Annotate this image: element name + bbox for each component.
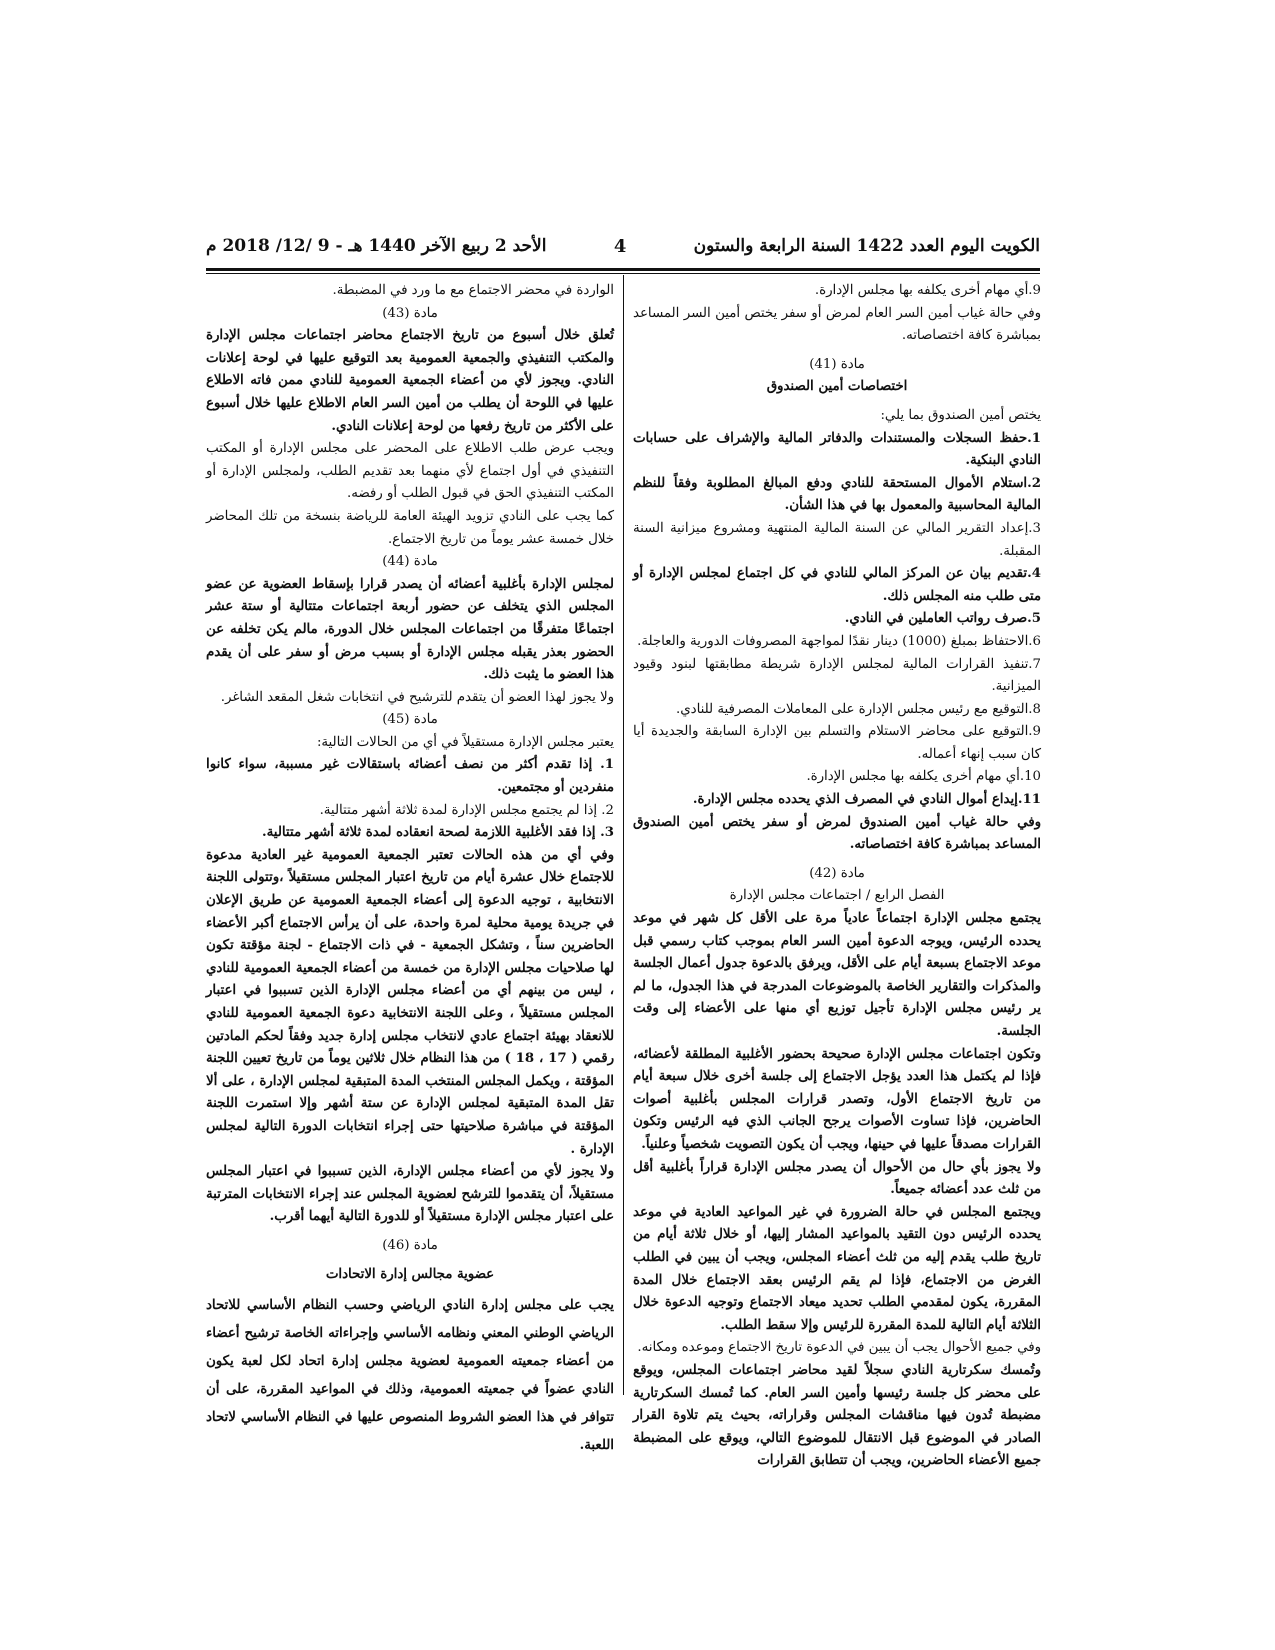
paragraph: وفي جميع الأحوال يجب أن يبين في الدعوة تاريخ الاجتماع وموعده ومكانه. <box>637 1340 1041 1356</box>
paragraph: ولا يجوز بأي حال من الأحوال أن يصدر مجلس الإدارة قراراً بأغلبية أقل من ثلث عدد أعضائه جميعاً. <box>633 1159 1041 1198</box>
paragraph: وفي أي من هذه الحالات تعتبر الجمعية العمومية غير العادية مدعوة للاجتماع خلال عشرة أيام من تاريخ اعتبار المجلس مستقيلاً ،وتتولى اللجنة الانتخابية ، توجيه الدعوة إلى أعضاء الجمعية العمومية عن طريق الإعلان في جريدة يومية محلية لمرة واحدة، على أن يرأس الاجتماع أكبر الأعضاء الحاضرين سناً ، وتشكل الجمعية - في ذات الاجتماع - لجنة مؤقتة تكون لها صلاحيات مجلس الإدارة من خمسة من أعضاء الجمعية العمومية للنادي ، ليس من بينهم أي من أعضاء مجلس الإدارة الذين تسببوا في اعتبار المجلس مستقيلاً ، وعلى اللجنة الانتخابية دعوة الجمعية العمومية للنادي للانعقاد بهيئة اجتماع عادي لانتخاب مجلس إدارة جديد وفقاً لحكم المادتين رقمي ( 17 ، 18 ) من هذا النظام خلال ثلاثين يوماً من تاريخ تعيين اللجنة المؤقتة ، ويكمل المجلس المنتخب المدة المتبقية لمجلس الإدارة ، على ألا تقل المدة المتبقية لمجلس الإدارة عن ستة أشهر وإلا استمرت اللجنة المؤقتة في مباشرة صلاحيتها حتى إجراء انتخابات الدورة التالية لمجلس الإدارة . <box>206 847 614 1157</box>
article-number: مادة (45) <box>382 712 438 728</box>
list-item: 3.إعداد التقرير المالي عن السنة المالية المنتهية ومشروع ميزانية السنة المقبلة. <box>633 520 1041 559</box>
right-column <box>633 280 1041 1469</box>
list-item: 5.صرف رواتب العاملين في النادي. <box>844 611 1041 627</box>
paragraph: وفي حالة غياب أمين الصندوق لمرض أو سفر يختص أمين الصندوق المساعد بمباشرة كافة اختصاصاته. <box>633 814 1041 853</box>
paragraph: الواردة في محضر الاجتماع مع ما ورد في المضبطة. <box>332 283 614 298</box>
paragraph: تُعلق خلال أسبوع من تاريخ الاجتماع محاضر اجتماعات مجلس الإدارة والمكتب التنفيذي والجمعية العمومية بعد التوقيع عليها في لوحة إعلانات النادي. ويجوز لأي من أعضاء الجمعية العمومية للنادي ممن فاته الاطلاع عليها في اللوحة أن يطلب من أمين السر العام الاطلاع عليها خلال أسبوع على الأكثر من تاريخ رفعها من لوحة إعلانات النادي. <box>206 328 614 434</box>
left-column <box>206 280 614 1454</box>
paragraph: 9.أي مهام أخرى يكلفه بها مجلس الإدارة. <box>814 283 1041 298</box>
header-date: الأحد 2 ربيع الآخر 1440 هـ - 9 /12/ 2018 م <box>206 236 547 256</box>
paragraph: وتُمسك سكرتارية النادي سجلاً لقيد محاضر اجتماعات المجلس، ويوقع على محضر كل جلسة رئيسها وأمين السر العام. كما تُمسك السكرتارية مضبطة تُدون فيها مناقشات المجلس وقراراته، بحيث يتم تلاوة القرار الصادر في الموضوع قبل الانتقال للموضوع التالي، ويوقع على المضبطة جميع الأعضاء الحاضرين، ويجب أن تتطابق القرارات <box>633 1362 1041 1469</box>
list-item: 8.التوقيع مع رئيس مجلس الإدارة على المعاملات المصرفية للنادي. <box>676 701 1041 717</box>
list-item: 10.أي مهام أخرى يكلفه بها مجلس الإدارة. <box>806 769 1041 785</box>
paragraph: يختص أمين الصندوق بما يلي: <box>880 407 1041 423</box>
list-item: 2. إذا لم يجتمع مجلس الإدارة لمدة ثلاثة أشهر متتالية. <box>319 802 614 818</box>
paragraph: ولا يجوز لهذا العضو أن يتقدم للترشيح في انتخابات شغل المقعد الشاغر. <box>220 689 614 705</box>
article-number: مادة (41) <box>809 356 865 372</box>
list-item: 1. إذا تقدم أكثر من نصف أعضائه باستقالات غير مسببة، سواء كانوا منفردين أو مجتمعين. <box>206 757 614 796</box>
list-item: 6.الاحتفاظ بمبلغ (1000) دينار نقدًا لمواجهة المصروفات الدورية والعاجلة. <box>637 633 1041 649</box>
paragraph: وفي حالة غياب أمين السر العام لمرض أو سفر يختص أمين السر المساعد بمباشرة كافة اختصاصاته. <box>633 305 1041 344</box>
article-number: مادة (44) <box>382 554 438 570</box>
header-rule-thin <box>206 273 1040 274</box>
paragraph: ويجب عرض طلب الاطلاع على المحضر على مجلس الإدارة أو المكتب التنفيذي في أول اجتماع لأي منهما بعد تقديم الطلب، ولمجلس الإدارة أو المكتب التنفيذي الحق في قبول الطلب أو رفضه. <box>206 441 614 502</box>
paragraph: وتكون اجتماعات مجلس الإدارة صحيحة بحضور الأغلبية المطلقة لأعضائه، فإذا لم يكتمل هذا العدد يؤجل الاجتماع إلى جلسة أخرى خلال سبعة أيام من تاريخ الاجتماع الأول، وتصدر قرارات المجلس بأغلبية أصوات الحاضرين، فإذا تساوت الأصوات يرجح الجانب الذي فيه الرئيس وتكون القرارات مصدقاً عليها في حينها، ويجب أن يكون التصويت شخصياً وعلنياً. <box>633 1046 1041 1152</box>
column-divider <box>623 275 624 1395</box>
header-rule <box>206 268 1040 271</box>
paragraph: يجتمع مجلس الإدارة اجتماعاً عادياً مرة على الأقل كل شهر في موعد يحدده الرئيس، ويوجه الدعوة أمين السر العام بموجب كتاب رسمي قبل موعد الاجتماع بسبعة أيام على الأقل، ويرفق بالدعوة جدول أعمال الجلسة والمذكرات والتقارير الخاصة بالموضوعات المدرجة في هذا الجدول، ما لم ير رئيس مجلس الإدارة تأجيل توزيع أي منها على الأعضاء إلى وقت الجلسة. <box>633 911 1041 1039</box>
paragraph: كما يجب على النادي تزويد الهيئة العامة للرياضة بنسخة من تلك المحاضر خلال خمسة عشر يوماً من تاريخ الاجتماع. <box>206 508 614 547</box>
article-number: مادة (46) <box>382 1237 438 1253</box>
paragraph: يعتبر مجلس الإدارة مستقيلاً في أي من الحالات التالية: <box>316 734 614 750</box>
article-number: مادة (43) <box>382 305 438 321</box>
list-item: 9.التوقيع على محاضر الاستلام والتسلم بين الإدارة السابقة والجديدة أيا كان سبب إنهاء أعماله. <box>633 724 1041 762</box>
page-number: 4 <box>613 235 627 257</box>
list-item: 4.تقديم بيان عن المركز المالي للنادي في كل اجتماع لمجلس الإدارة أو متى طلب منه المجلس ذلك. <box>633 566 1041 604</box>
chapter-heading: الفصل الرابع / اجتماعات مجلس الإدارة <box>729 888 945 904</box>
page-header <box>206 226 1040 266</box>
paragraph: ولا يجوز لأي من أعضاء مجلس الإدارة، الذين تسببوا في اعتبار المجلس مستقيلاً، أن يتقدموا للترشح لعضوية المجلس عند إجراء الانتخابات المترتبة على اعتبار مجلس الإدارة مستقيلاً أو للدورة التالية أيهما أقرب. <box>206 1164 614 1225</box>
paragraph: لمجلس الإدارة بأغلبية أعضائه أن يصدر قرارا بإسقاط العضوية عن عضو المجلس الذي يتخلف عن حضور أربعة اجتماعات متتالية أو ستة عشر اجتماعًا متفرقًا من اجتماعات المجلس خلال الدورة، مالم يكن تخلفه عن الحضور بعذر يقبله مجلس الإدارة أو بسبب مرض أو سفر على أن يقدم هذا العضو ما يثبت ذلك. <box>206 576 614 683</box>
article-number: مادة (42) <box>809 865 865 881</box>
paragraph: يجب على مجلس إدارة النادي الرياضي وحسب النظام الأساسي للاتحاد الرياضي الوطني المعني ونظامه الأساسي وإجراءاته الخاصة ترشيح أعضاء من أعضاء جمعيته العمومية لعضوية مجلس إدارة اتحاد لكل لعبة يكون النادي عضواً في جمعيته العمومية، وذلك في المواعيد المقررة، على أن تتوافر في هذا العضو الشروط المنصوص عليها في النظام الأساسي لاتحاد اللعبة. <box>206 1298 614 1454</box>
article-heading: عضوية مجالس إدارة الاتحادات <box>325 1266 495 1282</box>
list-item: 11.إيداع أموال النادي في المصرف الذي يحدده مجلس الإدارة. <box>692 792 1041 808</box>
list-item: 3. إذا فقد الأغلبية اللازمة لصحة انعقاده لمدة ثلاثة أشهر متتالية. <box>262 825 614 841</box>
paragraph: ويجتمع المجلس في حالة الضرورة في غير المواعيد العادية في موعد يحدده الرئيس دون التقيد بالمواعيد المشار إليها، أو خلال ثلاثة أيام من تاريخ طلب يقدم إليه من ثلث أعضاء المجلس، ويجب أن يبين في الطلب الغرض من الاجتماع، فإذا لم يقم الرئيس بعقد الاجتماع خلال المدة المقررة، يكون لمقدمي الطلب تحديد ميعاد الاجتماع وتوجيه الدعوة خلال الثلاثة أيام التالية للمدة المقررة للرئيس وإلا سقط الطلب. <box>633 1204 1041 1333</box>
list-item: 7.تنفيذ القرارات المالية لمجلس الإدارة شريطة مطابقتها لبنود وقيود الميزانية. <box>633 656 1041 695</box>
list-item: 2.استلام الأموال المستحقة للنادي ودفع المبالغ المطلوبة وفقاً للنظم المالية المحاسبية والمعمول بها في هذا الشأن. <box>633 475 1041 514</box>
header-publication-info: الكويت اليوم العدد 1422 السنة الرابعة والستون <box>693 236 1040 256</box>
list-item: 1.حفظ السجلات والمستندات والدفاتر المالية والإشراف على حسابات النادي البنكية. <box>633 430 1041 469</box>
article-heading: اختصاصات أمين الصندوق <box>766 379 908 395</box>
